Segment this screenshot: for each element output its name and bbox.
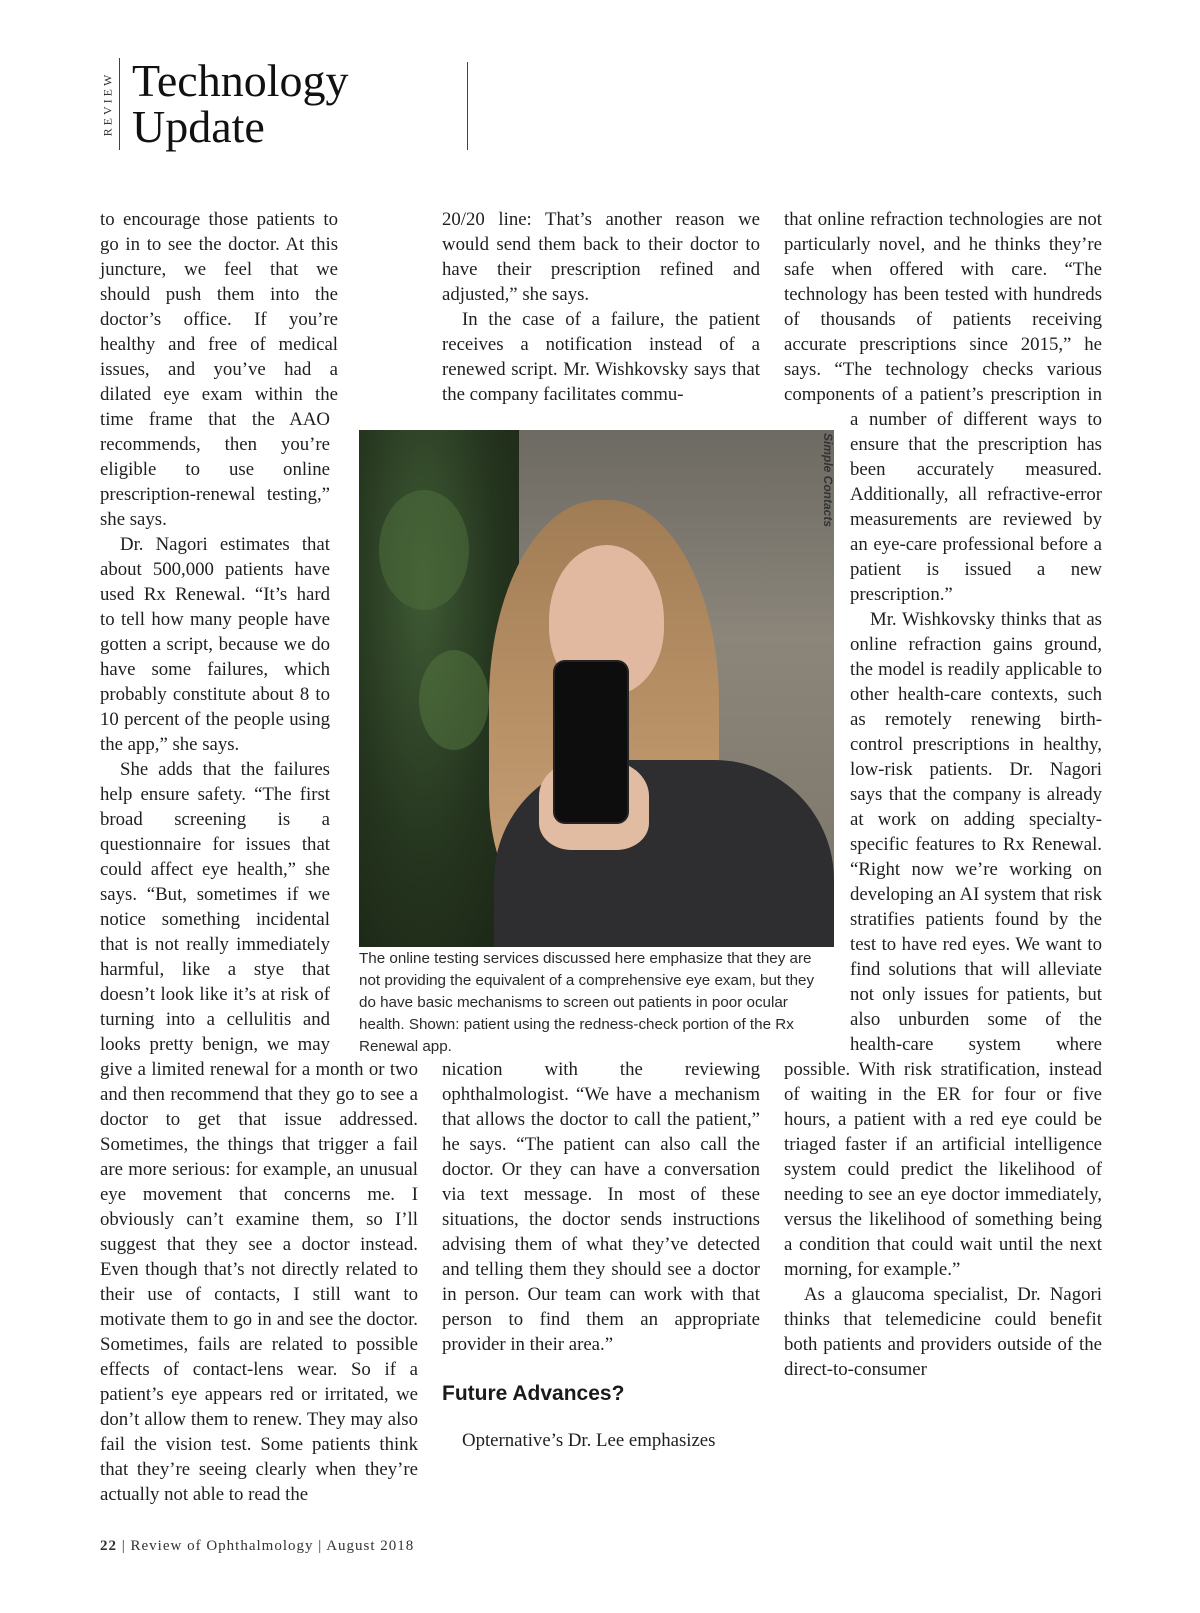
article-column-2-top (442, 207, 760, 407)
title-rule (467, 62, 468, 150)
plant-leaf (419, 650, 489, 750)
paragraph: In the case of a failure, the patient receives a notification instead of a renewed script. Mr. Wishkovsky says that the company facilitates commu- (442, 309, 760, 405)
issue-date: August 2018 (326, 1538, 415, 1554)
article-column-2-bottom (442, 1057, 760, 1453)
plant-leaf (379, 490, 469, 610)
page-footer (100, 1538, 414, 1555)
publication-name: Review of Ophthalmology (130, 1538, 314, 1554)
photo-credit (818, 430, 838, 530)
paragraph: that online refraction technologies are not particularly novel, and he thinks they’re safe when offered with care. “The technology has been tested with hundreds of thousands of patients receiving accurate prescriptions since 2015,” he says. “The technology checks various components of a patient’s prescription in a number of different ways to ensure that the prescription has been accurately measured. Additionally, all refractive-error measurements are reviewed by an eye-care professional before a patient is issued a new prescription.” (784, 209, 1102, 605)
paragraph: Opternative’s Dr. Lee emphasizes (462, 1430, 716, 1451)
smartphone (555, 662, 627, 822)
paragraph: She adds that the failures help ensure safety. “The first broad screening is a questionnaire for issues that could affect eye health,” she says. “But, sometimes if we notice something incidental that is not really immediately harmful, like a stye that doesn’t look like it’s at risk of turning into a cellulitis and looks pretty benign, we may give a limited renewal for a month or two and then recommend that they go to see a doctor to get that issue addressed. Sometimes, the things that trigger a fail are more serious: for example, an unusual eye movement that concerns me. I obviously can’t examine them, so I’ll suggest that they see a doctor instead. Even though that’s not directly related to their use of contacts, I still want to motivate them to go in and see the doctor. Sometimes, fails are related to possible effects of contact-lens wear. So if a patient’s eye appears red or irritated, we don’t allow them to renew. They may also fail the vision test. Some patients think that they’re seeing clearly when they’re actually not able to read the (100, 759, 418, 1505)
paragraph: Dr. Nagori estimates that about 500,000 patients have used Rx Renewal. “It’s hard to tell how many people have gotten a script, because we do have some failures, which probably constitute about 8 to 10 percent of the people using the app,” she says. (100, 534, 330, 755)
footer-separator: | (318, 1538, 323, 1554)
section-title-line2: Update (132, 101, 265, 152)
review-tag-text: REVIEW (100, 71, 115, 137)
section-title (132, 55, 349, 152)
page-number: 22 (100, 1538, 117, 1554)
paragraph: As a glaucoma specialist, Dr. Nagori thinks that telemedicine could benefit both patients and providers outside of the direct-to-consumer (784, 1284, 1102, 1380)
paragraph: 20/20 line: That’s another reason we would send them back to their doctor to have their prescription refined and adjusted,” she says. (442, 209, 760, 305)
footer-separator: | (121, 1538, 126, 1554)
article-photo (359, 430, 834, 947)
paragraph: nication with the reviewing ophthalmologist. “We have a mechanism that allows the doctor to call the patient,” he says. “The patient can also call the doctor. Or they can have a conversation via text message. In most of these situations, the doctor sends instructions advising them of what they’ve detected and telling them they should see a doctor in person. Our team can work with that person to find them an appropriate provider in their area.” (442, 1059, 760, 1355)
paragraph: to encourage those patients to go in to see the doctor. At this juncture, we feel that we should push them into the doctor’s office. If you’re healthy and free of medical issues, and you’ve had a dilated eye exam within the time frame that the AAO recommends, then you’re eligible to use online prescription-renewal testing,” she says. (100, 209, 338, 530)
review-tag (97, 58, 120, 150)
photo-caption: The online testing services discussed here emphasize that they are not providing the equivalent of a comprehensive eye exam, but they do have basic mechanisms to screen out patients in poor ocular health. Shown: patient using the redness-check portion of the Rx Renewal app. (359, 950, 815, 1055)
paragraph: Mr. Wishkovsky thinks that as online refraction gains ground, the model is readily applicable to other health-care contexts, such as remotely renewing birth-control prescriptions in healthy, low-risk patients. Dr. Nagori says that the company is already at work on adding specialty-specific features to Rx Renewal. “Right now we’re working on developing an AI system that risk stratifies patients found by the test to have red eyes. We want to find solutions that will alleviate not only issues for patients, but also unburden some of the health-care system where possible. With risk stratification, instead of waiting in the ER for four or five hours, a patient with a red eye could be triaged faster if an artificial intelligence system could predict the likelihood of needing to see an eye doctor immediately, versus the likelihood of something being a condition that could wait until the next morning, for example.” (784, 609, 1102, 1280)
section-title-line1: Technology (132, 55, 349, 106)
subheading: Future Advances? (442, 1382, 625, 1405)
photo-credit-text: Simple Contacts (821, 432, 835, 528)
